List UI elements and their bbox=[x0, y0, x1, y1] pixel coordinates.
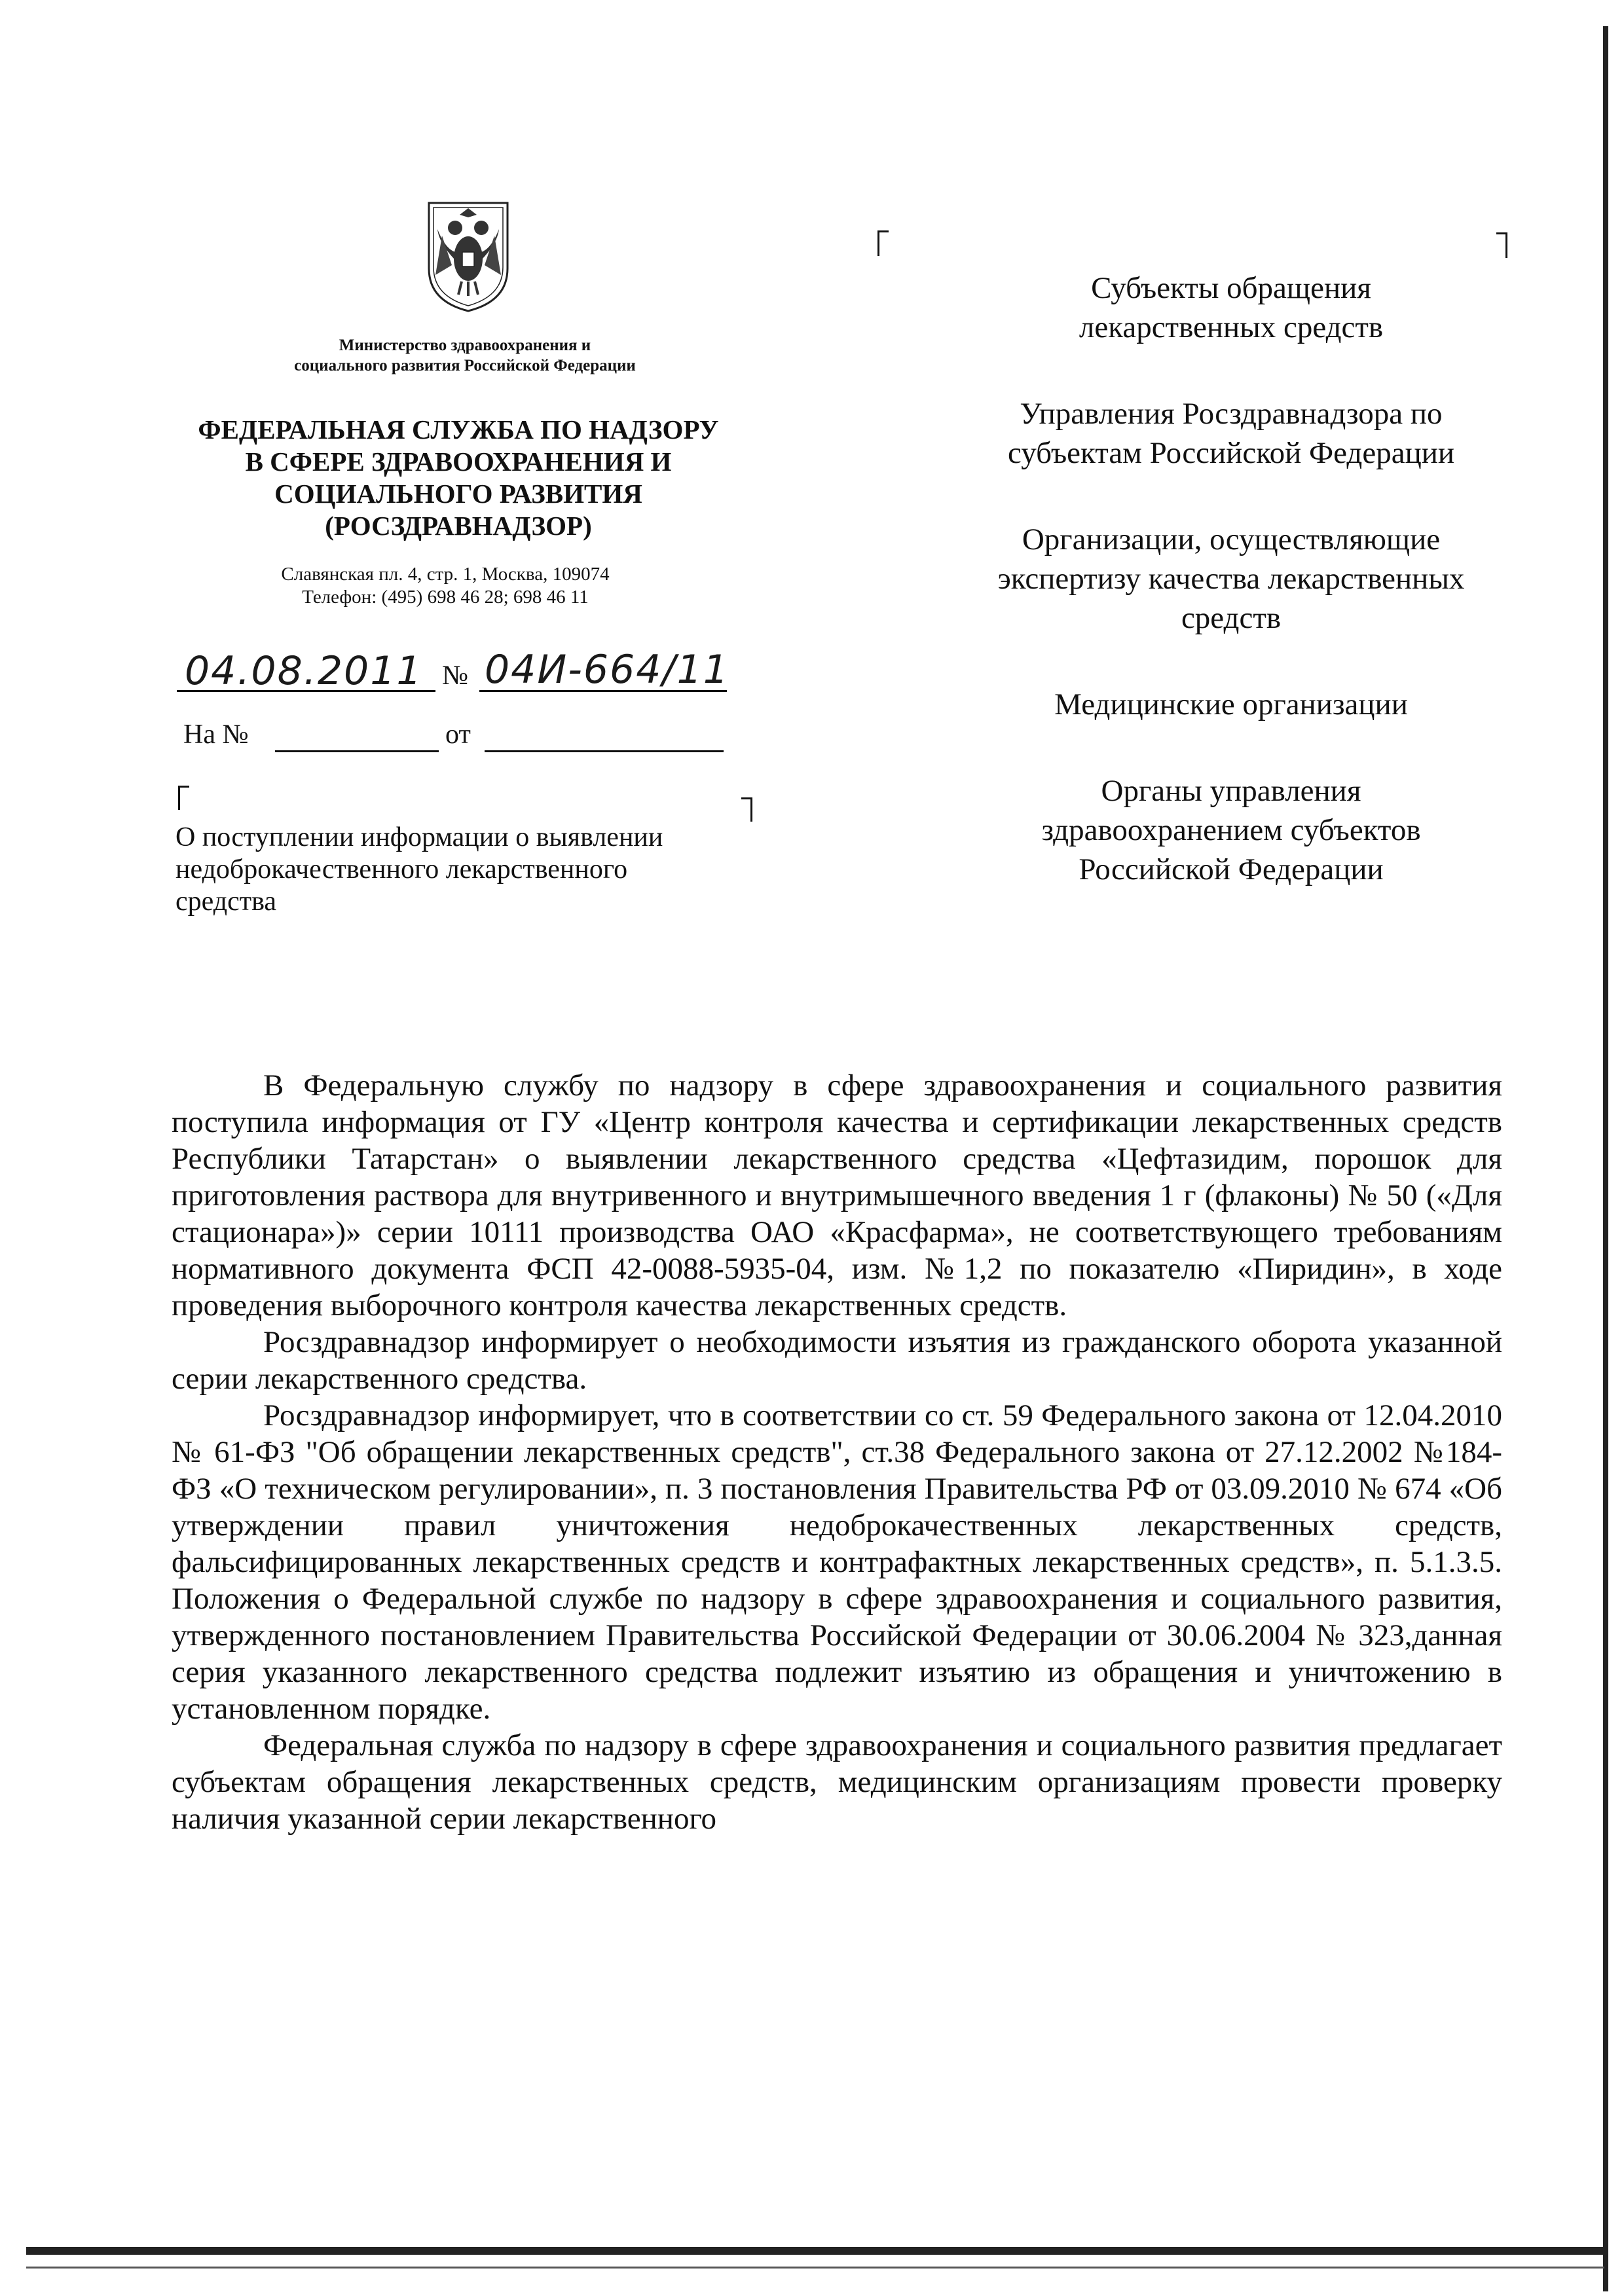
addressee-line: Субъекты обращения bbox=[1091, 271, 1371, 305]
registration-row bbox=[177, 648, 727, 701]
addressee-item bbox=[904, 394, 1559, 473]
registration-date: 04.08.2011 bbox=[185, 648, 423, 694]
addressee-line: субъектам Российской Федерации bbox=[1007, 436, 1455, 470]
addressee-line: здравоохранением субъектов bbox=[1041, 813, 1421, 847]
addressee-line: Российской Федерации bbox=[1079, 852, 1384, 886]
number-label: № bbox=[442, 661, 469, 691]
agency-line: СОЦИАЛЬНОГО РАЗВИТИЯ bbox=[274, 479, 642, 509]
subject-line: О поступлении информации о выявлении bbox=[175, 822, 663, 852]
registration-number: 04И-664/11 bbox=[485, 647, 729, 693]
reply-date-label: от bbox=[445, 720, 471, 750]
addressee-line: лекарственных средств bbox=[1079, 310, 1384, 344]
reply-number-label: На № bbox=[183, 720, 249, 750]
addressee-line: Медицинские организации bbox=[1054, 687, 1408, 721]
addressee-item bbox=[904, 268, 1559, 347]
addressee-item bbox=[904, 771, 1559, 889]
reply-number-blank bbox=[275, 750, 439, 752]
ministry-line: социального развития Российской Федерации bbox=[294, 357, 636, 374]
subject-line: средства bbox=[175, 886, 277, 917]
body-paragraph: В Федеральную службу по надзору в сфере здравоохранения и социального развития поступила информация от ГУ «Центр контроля качества и сертификации лекарственных средств Республики Татарстан» о выявлении лекарственного средства «Цефтазидим, порошок для приготовления раствора для внутривенного и внутримышечного введения 1 г (флаконы) № 50 («Для стационара»)» серии 10111 производства ОАО «Красфарма», не соответствующего требованиям нормативного документа ФСП 42-0088-5935-04, изм. №1,2 по показателю «Пиридин», в ходе проведения выборочного контроля качества лекарственных средств. bbox=[172, 1068, 1502, 1322]
agency-line: (РОСЗДРАВНАДЗОР) bbox=[325, 511, 592, 541]
addressee-line: средств bbox=[1181, 601, 1282, 635]
body-paragraph: Росздравнадзор информирует, что в соответствии со ст. 59 Федерального закона от 12.04.2010 № 61-ФЗ "Об обращении лекарственных средств", ст.38 Федерального закона от 27.12.2002 №184-ФЗ «О техническом регулировании», п. 3 постановления Правительства РФ от 03.09.2010 № 674 «Об утверждении правил уничтожения недоброкачественных лекарственных средств, фальсифицированных лекарственных средств и контрафактных лекарственных средств», п. 5.1.3.5. Положения о Федеральной службе по надзору в сфере здравоохранения и социального развития, утвержденного постановлением Правительства Российской Федерации от 30.06.2004 № 323,данная серия указанного лекарственного средства подлежит изъятию из обращения и уничтожению в установленном порядке. bbox=[172, 1398, 1502, 1726]
ministry-line: Министерство здравоохранения и bbox=[339, 337, 591, 354]
agency-line: ФЕДЕРАЛЬНАЯ СЛУЖБА ПО НАДЗОРУ bbox=[198, 414, 719, 445]
addressee-line: экспертизу качества лекарственных bbox=[997, 562, 1465, 596]
scan-edge-bottom-thin bbox=[26, 2267, 1604, 2269]
number-underline bbox=[479, 690, 727, 692]
scan-edge-right bbox=[1603, 26, 1608, 2291]
reply-reference-row bbox=[177, 719, 727, 758]
agency-address bbox=[216, 563, 674, 609]
document-subject bbox=[175, 822, 752, 918]
scan-edge-bottom bbox=[26, 2247, 1604, 2255]
addressee-item bbox=[904, 520, 1559, 638]
addressee-list bbox=[904, 268, 1559, 936]
subject-bracket-left bbox=[178, 786, 189, 810]
addressee-item bbox=[904, 685, 1559, 724]
address-line: Славянская пл. 4, стр. 1, Москва, 109074 bbox=[281, 564, 610, 585]
addressee-bracket-right bbox=[1496, 232, 1507, 258]
body-paragraph: Федеральная служба по надзору в сфере здравоохранения и социального развития предлагает субъектам обращения лекарственных средств, медицинским организациям провести проверку наличия указанной серии лекарственного bbox=[172, 1728, 1502, 1836]
agency-name bbox=[157, 414, 760, 542]
subject-line: недоброкачественного лекарственного bbox=[175, 854, 628, 884]
addressee-line: Организации, осуществляющие bbox=[1022, 522, 1441, 556]
reply-date-blank bbox=[485, 750, 724, 752]
agency-line: В СФЕРЕ ЗДРАВООХРАНЕНИЯ И bbox=[245, 446, 672, 477]
phone-line: Телефон: (495) 698 46 28; 698 46 11 bbox=[302, 587, 589, 608]
addressee-line: Управления Росздравнадзора по bbox=[1020, 397, 1443, 431]
addressee-bracket-left bbox=[877, 230, 889, 256]
date-underline bbox=[177, 690, 435, 692]
letter-body bbox=[172, 1067, 1502, 1837]
body-paragraph: Росздравнадзор информирует о необходимости изъятия из гражданского оборота указанной серии лекарственного средства. bbox=[172, 1325, 1502, 1396]
ministry-name bbox=[216, 335, 714, 376]
subject-bracket-right bbox=[741, 797, 752, 822]
addressee-line: Органы управления bbox=[1101, 774, 1361, 808]
coat-of-arms-emblem-icon bbox=[419, 196, 517, 314]
